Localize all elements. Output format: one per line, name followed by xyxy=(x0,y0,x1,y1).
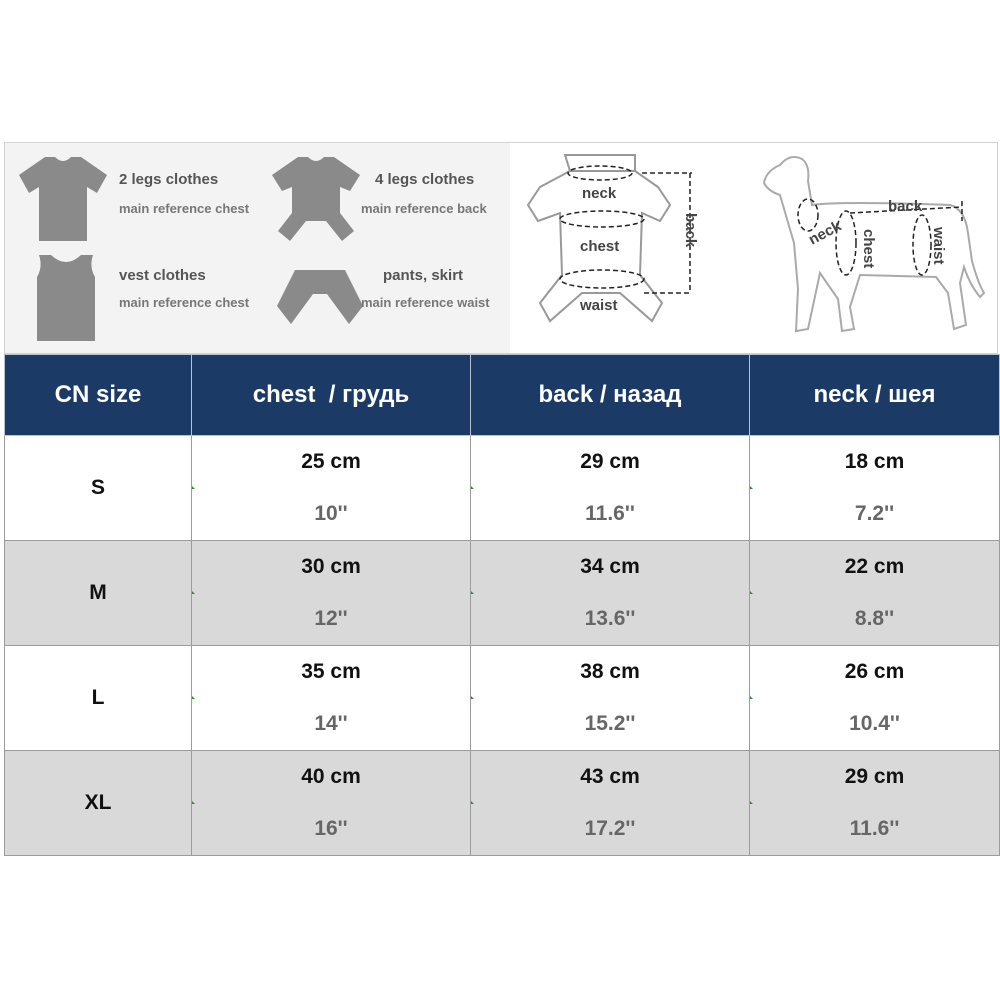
back-cell xyxy=(471,436,750,541)
back-inch: 11.6'' xyxy=(585,502,635,525)
garment-measure-diagram xyxy=(510,143,730,353)
two-legs-subtitle: main reference chest xyxy=(119,201,250,216)
neck-cm: 18 cm xyxy=(844,450,905,473)
pants-subtitle: main reference waist xyxy=(361,295,490,310)
vest-subtitle: main reference chest xyxy=(119,295,250,310)
dog-back-label: back xyxy=(888,198,923,215)
neck-cell xyxy=(750,646,1000,751)
four-legs-title: 4 legs clothes xyxy=(375,171,475,188)
back-cell xyxy=(471,646,750,751)
back-cm: 43 cm xyxy=(580,765,640,788)
chest-inch: 14'' xyxy=(314,712,348,735)
chest-inch: 10'' xyxy=(314,502,348,525)
table-row xyxy=(5,436,1000,541)
neck-cm: 29 cm xyxy=(844,765,905,788)
two-legs-title: 2 legs clothes xyxy=(119,171,219,188)
chest-cm: 30 cm xyxy=(301,555,361,578)
chest-cell xyxy=(192,541,471,646)
size-cell: XL xyxy=(5,751,192,856)
neck-cm: 26 cm xyxy=(844,660,905,683)
pants-icon xyxy=(275,268,365,328)
back-cm: 38 cm xyxy=(580,660,640,683)
header-cn-size: CN size xyxy=(5,355,192,436)
vest-title: vest clothes xyxy=(119,267,206,284)
neck-cell xyxy=(750,751,1000,856)
garment-back-label: back xyxy=(682,213,699,248)
dog-measure-diagram xyxy=(750,143,995,353)
back-inch: 13.6'' xyxy=(584,607,636,630)
back-cm: 34 cm xyxy=(580,555,640,578)
header-back: back / назад xyxy=(471,355,750,436)
neck-inch: 8.8'' xyxy=(854,607,895,630)
dog-chest-label: chest xyxy=(860,229,877,269)
chest-cell xyxy=(192,751,471,856)
back-inch: 15.2'' xyxy=(584,712,636,735)
chest-cell xyxy=(192,646,471,751)
garment-waist-label: waist xyxy=(580,297,618,314)
size-cell: L xyxy=(5,646,192,751)
table-row xyxy=(5,541,1000,646)
four-legs-subtitle: main reference back xyxy=(361,201,487,216)
size-chart-table xyxy=(4,354,1000,856)
back-cell xyxy=(471,751,750,856)
back-cell xyxy=(471,541,750,646)
neck-cell xyxy=(750,541,1000,646)
neck-cm: 22 cm xyxy=(844,555,905,578)
chest-inch: 12'' xyxy=(314,607,348,630)
table-header-row xyxy=(5,355,1000,436)
header-chest: chest / грудь xyxy=(192,355,471,436)
chest-cm: 35 cm xyxy=(301,660,361,683)
chest-cm: 40 cm xyxy=(301,765,361,788)
garment-neck-label: neck xyxy=(582,185,617,202)
size-cell: S xyxy=(5,436,192,541)
vest-icon xyxy=(33,253,99,343)
garment-types-panel xyxy=(5,143,510,353)
measurement-guide xyxy=(4,142,998,354)
tshirt-icon xyxy=(17,153,109,243)
garment-chest-label: chest xyxy=(580,238,620,255)
chest-cm: 25 cm xyxy=(301,450,361,473)
back-inch: 17.2'' xyxy=(584,817,636,840)
four-leg-shirt-icon xyxy=(270,153,362,243)
dog-neck-label: neck xyxy=(805,217,845,249)
size-cell: M xyxy=(5,541,192,646)
pants-title: pants, skirt xyxy=(383,267,464,284)
measurement-diagrams xyxy=(510,143,997,353)
chest-cell xyxy=(192,436,471,541)
neck-inch: 11.6'' xyxy=(849,817,900,840)
chest-inch: 16'' xyxy=(314,817,348,840)
dog-waist-label: waist xyxy=(930,227,947,265)
neck-inch: 10.4'' xyxy=(849,712,900,735)
table-row xyxy=(5,646,1000,751)
neck-inch: 7.2'' xyxy=(854,502,895,525)
header-neck: neck / шея xyxy=(750,355,1000,436)
back-cm: 29 cm xyxy=(580,450,640,473)
neck-cell xyxy=(750,436,1000,541)
table-row xyxy=(5,751,1000,856)
